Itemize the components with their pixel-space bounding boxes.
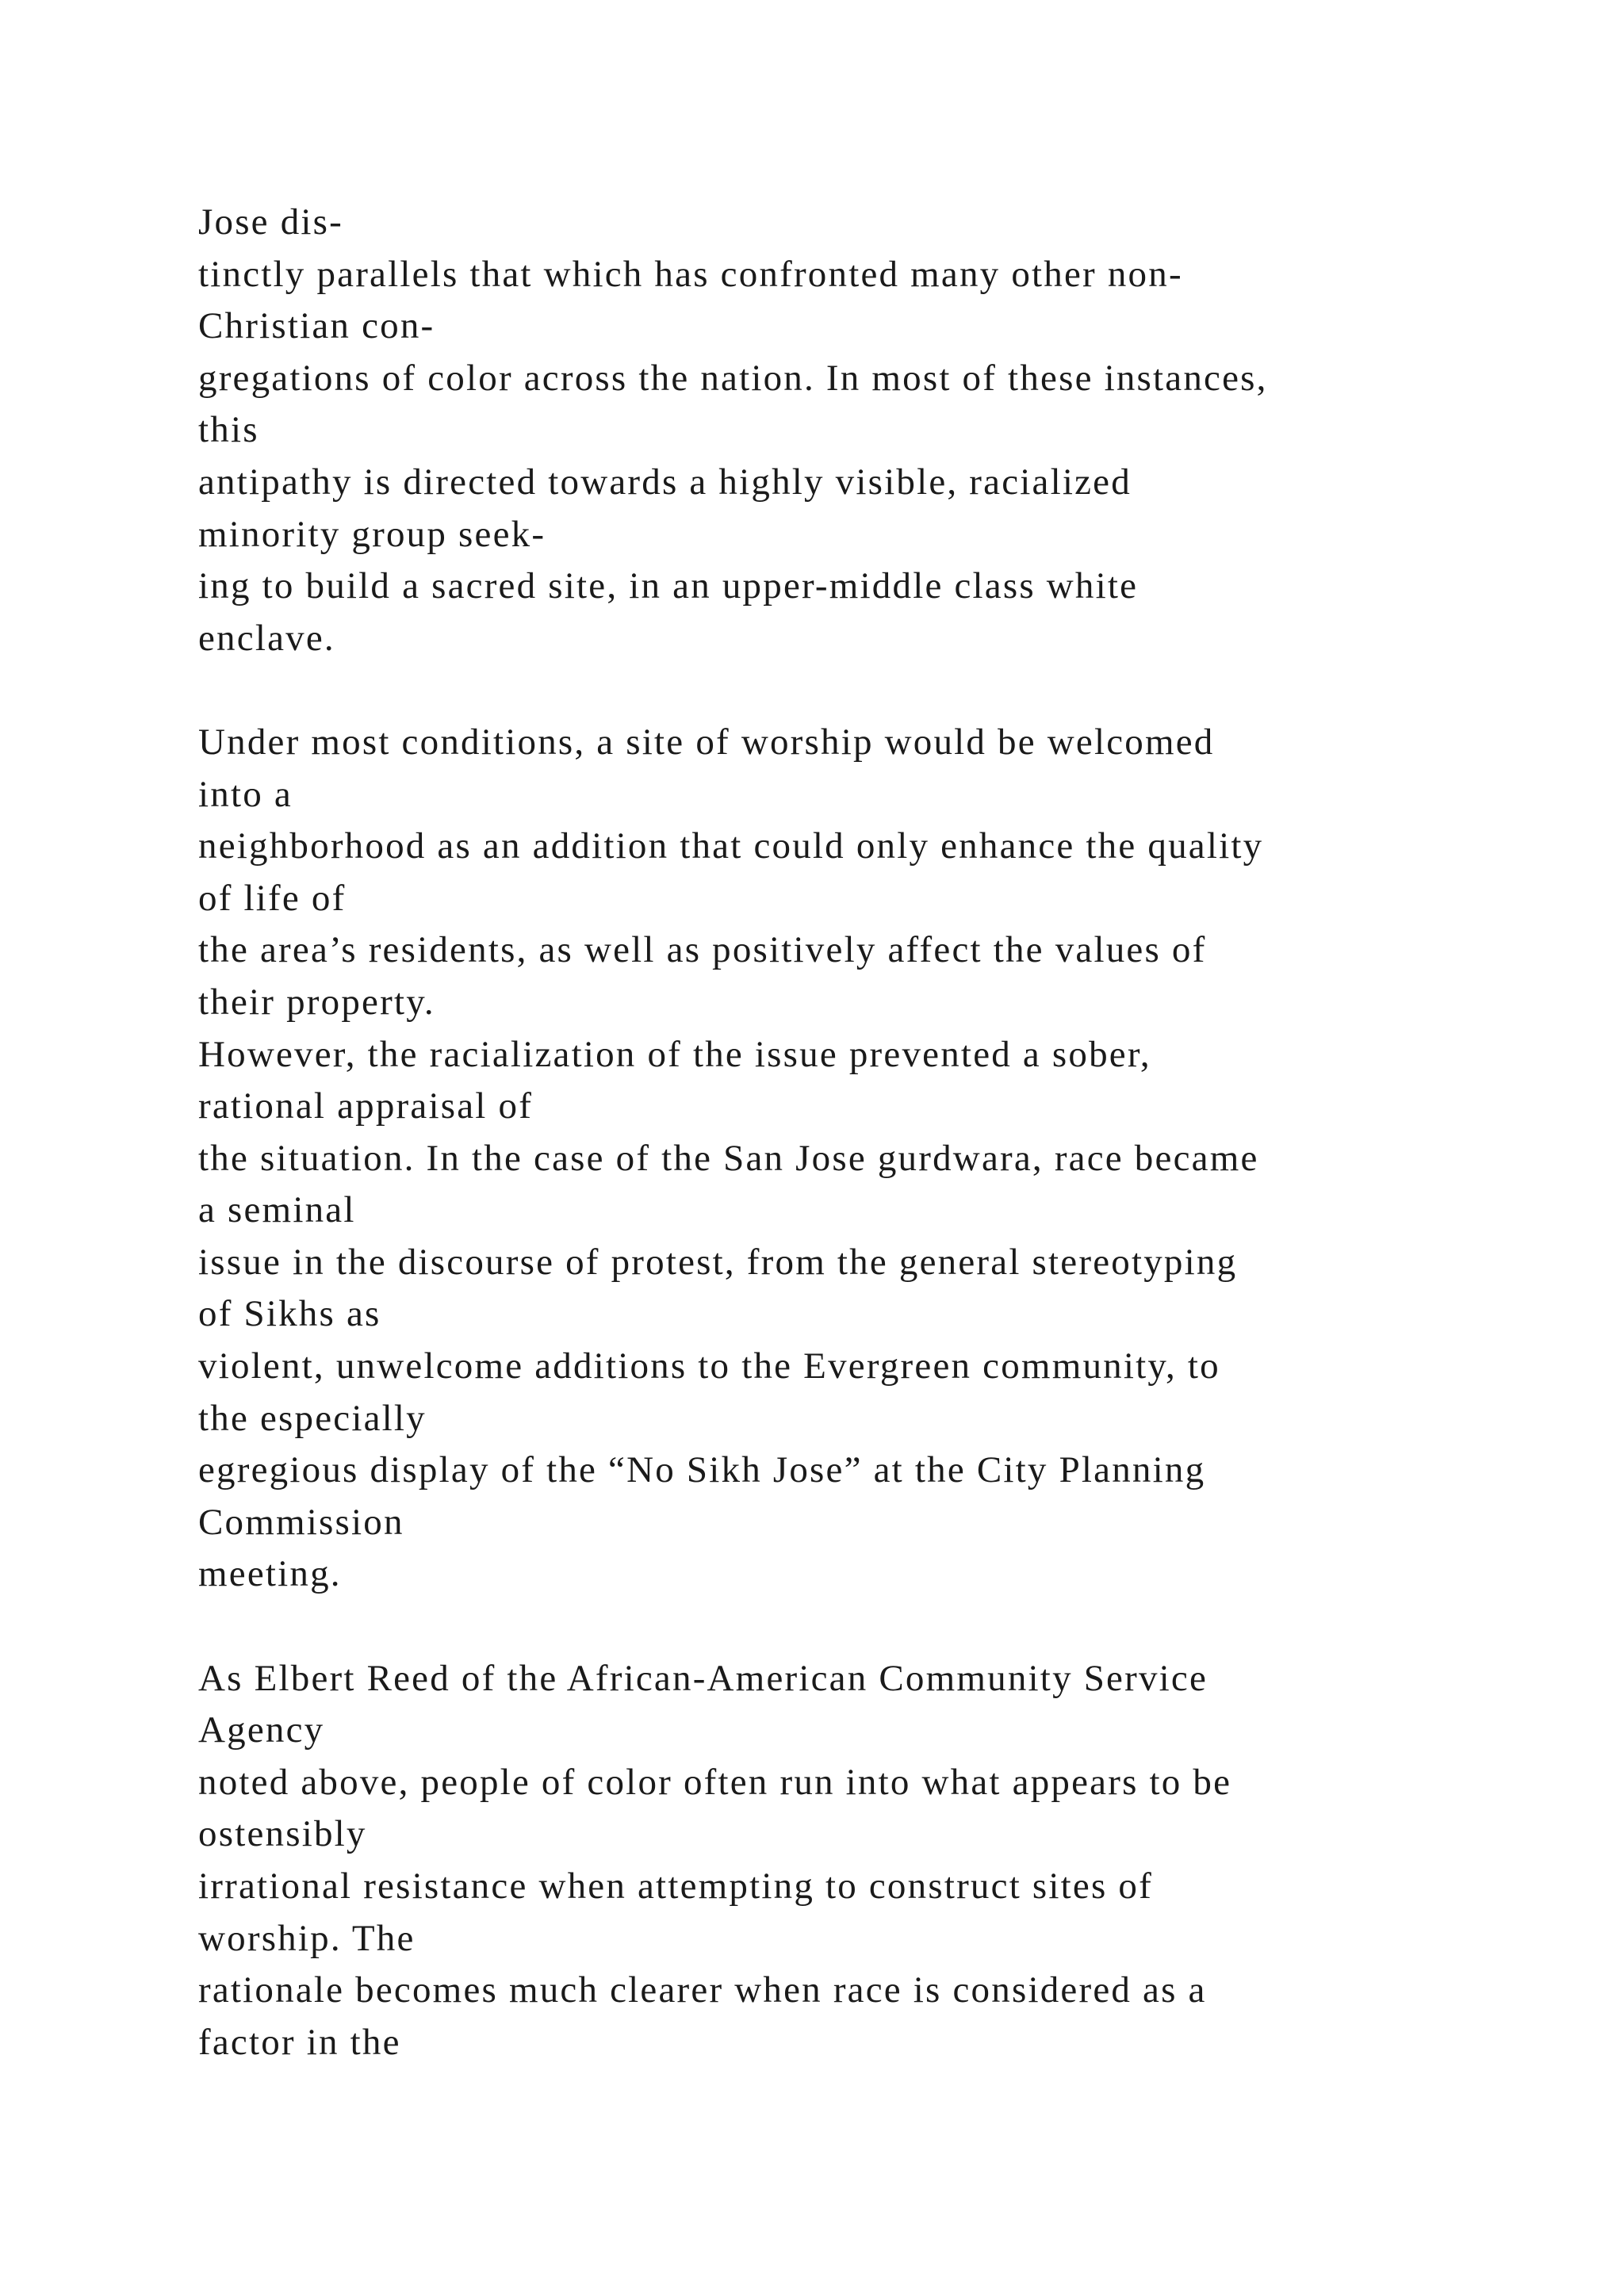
text-line: Under most conditions, a site of worship would be welcomed [198, 721, 1215, 763]
text-line: enclave. [198, 617, 335, 659]
text-line: Commission [198, 1501, 404, 1543]
text-line: of life of [198, 877, 347, 919]
text-line: the area’s residents, as well as positively affect the values of [198, 929, 1207, 971]
text-line: their property. [198, 981, 435, 1023]
text-line: rational appraisal of [198, 1085, 534, 1127]
text-line: As Elbert Reed of the African-American Community Service [198, 1657, 1208, 1699]
text-line: neighborhood as an addition that could only enhance the quality [198, 825, 1264, 867]
text-line: minority group seek- [198, 513, 546, 555]
text-line: of Sikhs as [198, 1293, 381, 1335]
text-line: into a [198, 773, 293, 815]
paragraph-1 [198, 197, 1546, 664]
text-line: worship. The [198, 1917, 416, 1959]
text-line: the situation. In the case of the San Jose gurdwara, race became [198, 1137, 1259, 1179]
text-line: noted above, people of color often run into what appears to be [198, 1761, 1232, 1803]
text-line: Jose dis- [198, 201, 343, 243]
text-line: the especially [198, 1397, 427, 1439]
text-line: irrational resistance when attempting to construct sites of [198, 1866, 1153, 1907]
text-line: factor in the [198, 2021, 401, 2063]
text-line: violent, unwelcome additions to the Evergreen community, to [198, 1345, 1220, 1387]
text-line: rationale becomes much clearer when race is considered as a [198, 1969, 1207, 2011]
text-line: gregations of color across the nation. In most of these instances, [198, 357, 1268, 399]
document-body [198, 197, 1546, 2068]
text-line: meeting. [198, 1553, 342, 1595]
text-line: Christian con- [198, 305, 435, 347]
text-line: this [198, 409, 259, 451]
text-line: antipathy is directed towards a highly visible, racialized [198, 461, 1132, 503]
text-line: a seminal [198, 1189, 356, 1231]
paragraph-2 [198, 717, 1546, 1601]
text-line: ing to build a sacred site, in an upper-middle class white [198, 565, 1139, 607]
text-line: Agency [198, 1709, 325, 1751]
text-line: ostensibly [198, 1813, 367, 1855]
text-line: However, the racialization of the issue prevented a sober, [198, 1033, 1151, 1075]
text-line: tinctly parallels that which has confronted many other non- [198, 253, 1183, 295]
text-line: egregious display of the “No Sikh Jose” at the City Planning [198, 1449, 1206, 1491]
text-line: issue in the discourse of protest, from the general stereotyping [198, 1241, 1238, 1283]
paragraph-3 [198, 1653, 1546, 2069]
